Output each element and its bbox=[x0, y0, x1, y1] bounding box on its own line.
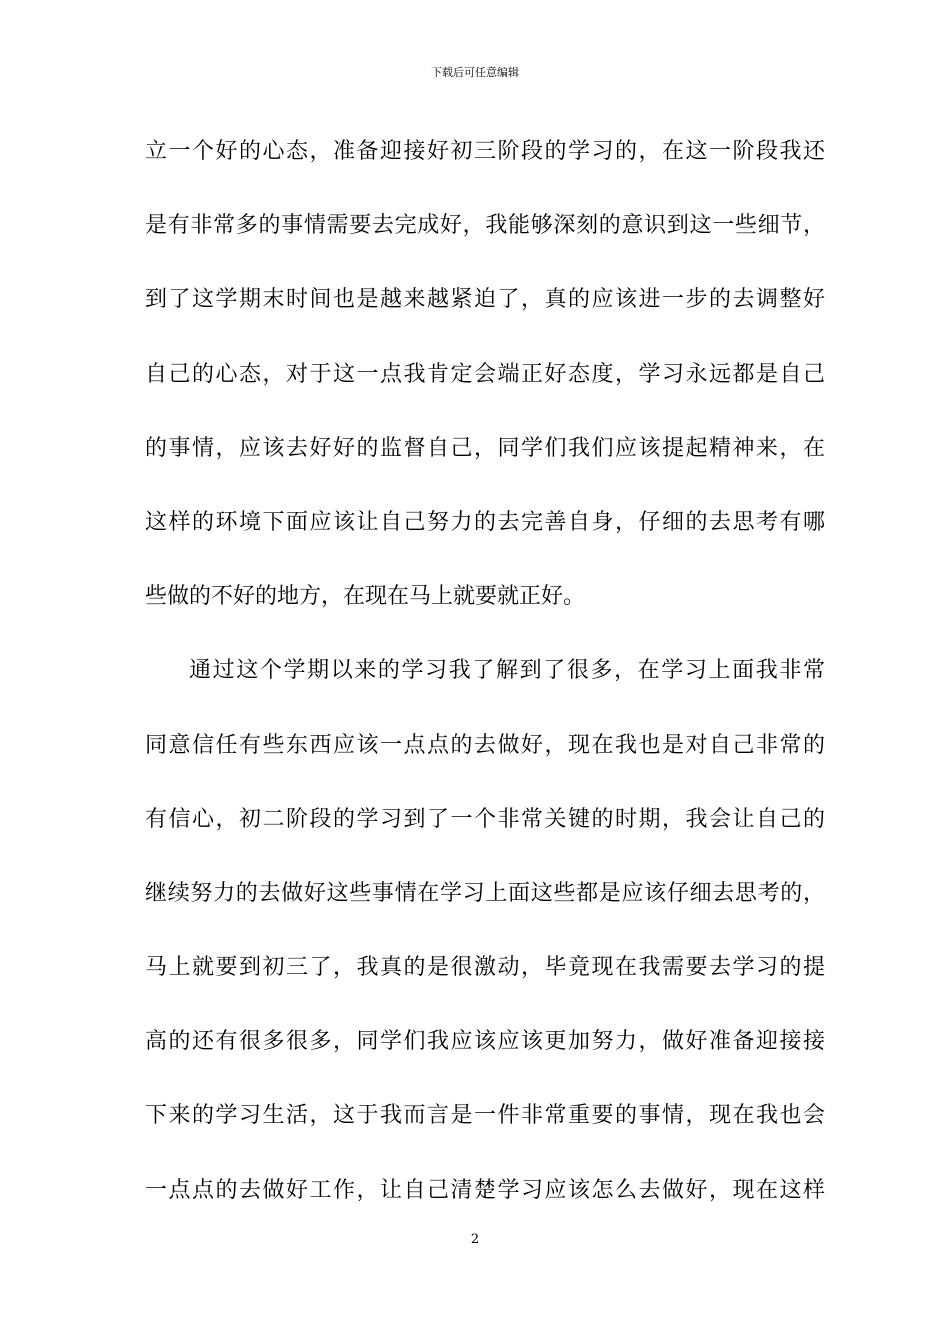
text-line-paragraph-start: 通过这个学期以来的学习我了解到了很多，在学习上面我非常 bbox=[189, 658, 825, 684]
text-line: 这样的环境下面应该让自己努力的去完善自身，仔细的去思考有哪 bbox=[145, 509, 825, 535]
text-line: 高的还有很多很多，同学们我应该应该更加努力，做好准备迎接接 bbox=[145, 1029, 825, 1055]
document-body bbox=[145, 127, 825, 1240]
text-line-paragraph-end: 些做的不好的地方，在现在马上就要就正好。 bbox=[145, 584, 586, 610]
text-line: 到了这学期末时间也是越来越紧迫了，真的应该进一步的去调整好 bbox=[145, 287, 825, 313]
text-line: 马上就要到初三了，我真的是很激动，毕竟现在我需要去学习的提 bbox=[145, 955, 825, 981]
text-line: 同意信任有些东西应该一点点的去做好，现在我也是对自己非常的 bbox=[145, 732, 825, 758]
text-line: 一点点的去做好工作，让自己清楚学习应该怎么去做好，现在这样 bbox=[145, 1177, 825, 1203]
page-number: 2 bbox=[470, 1232, 480, 1247]
text-line: 继续努力的去做好这些事情在学习上面这些都是应该仔细去思考的， bbox=[145, 880, 825, 906]
text-line: 下来的学习生活，这于我而言是一件非常重要的事情，现在我也会 bbox=[145, 1103, 825, 1129]
text-line: 自己的心态，对于这一点我肯定会端正好态度，学习永远都是自己 bbox=[145, 361, 825, 387]
text-line: 立一个好的心态，准备迎接好初三阶段的学习的，在这一阶段我还 bbox=[145, 139, 825, 164]
text-line: 的事情，应该去好好的监督自己，同学们我们应该提起精神来，在 bbox=[145, 435, 825, 461]
page-header: 下载后可任意编辑 bbox=[431, 66, 519, 79]
text-line: 是有非常多的事情需要去完成好，我能够深刻的意识到这一些细节， bbox=[145, 213, 825, 239]
text-line: 有信心，初二阶段的学习到了一个非常关键的时期，我会让自己的 bbox=[145, 806, 825, 832]
